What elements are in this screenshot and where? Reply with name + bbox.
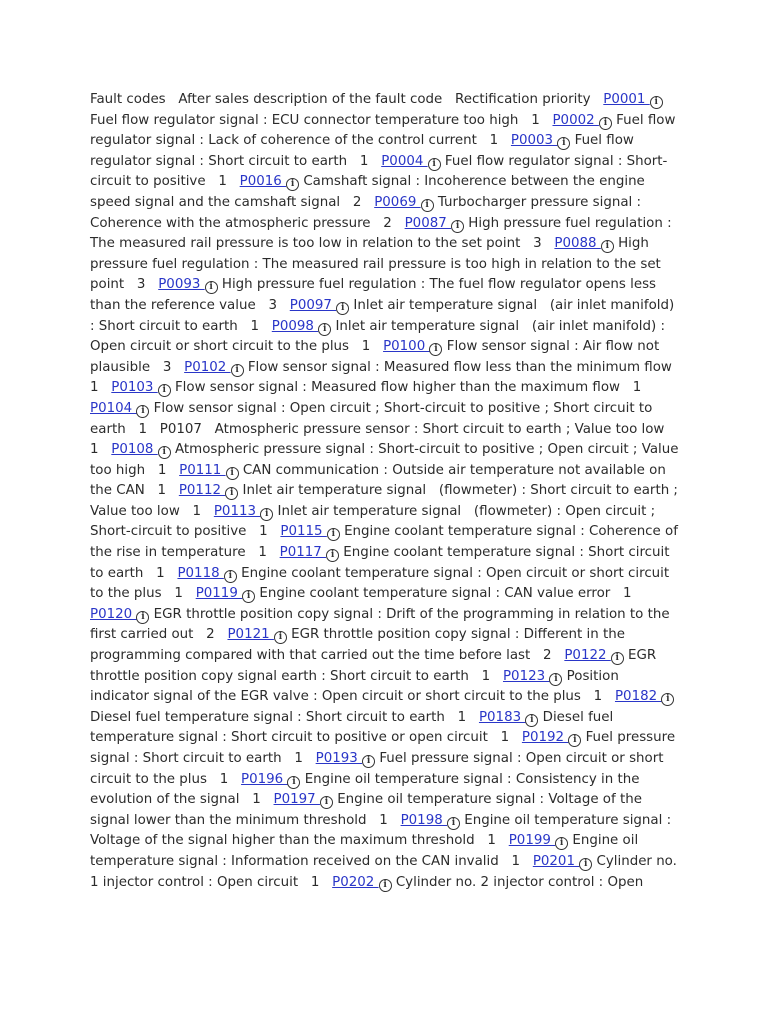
fault-code-link[interactable]: P0202 (332, 874, 379, 890)
fault-description: Engine coolant temperature signal : Short circuit to earth 1 (90, 545, 674, 581)
info-icon[interactable]: i (661, 693, 674, 706)
info-icon[interactable]: i (286, 178, 299, 191)
info-icon[interactable]: i (599, 117, 612, 130)
fault-code-link[interactable]: P0183 (478, 709, 526, 725)
fault-description: High pressure fuel regulation : The fuel flow regulator opens less than the reference value 3 (90, 277, 661, 313)
fault-description: Fuel flow regulator signal : Short-circuit to positive 1 (90, 153, 668, 190)
fault-code-link[interactable]: P0087 (404, 215, 452, 231)
fault-code-link[interactable]: P0001 (603, 92, 650, 107)
fault-code-link[interactable]: P0120 (90, 606, 137, 622)
fault-code-link[interactable]: P0119 (195, 586, 243, 602)
info-icon[interactable]: i (326, 549, 339, 562)
fault-description: Diesel fuel temperature signal : Short circuit to positive or open circuit 1 (90, 709, 618, 746)
fault-description: Position indicator signal of the EGR valve : Open circuit or short circuit to the plus 1 (90, 668, 624, 705)
info-icon[interactable]: i (320, 796, 333, 809)
fault-code-link[interactable]: P0122 (564, 648, 611, 664)
fault-description: EGR throttle position copy signal earth : Short circuit to earth 1 (90, 648, 661, 684)
fault-code-link[interactable]: P0197 (273, 792, 320, 808)
info-icon[interactable]: i (205, 281, 218, 294)
fault-code-link[interactable]: P0199 (508, 833, 556, 849)
info-icon[interactable]: i (429, 343, 442, 356)
info-icon[interactable]: i (601, 240, 614, 253)
info-icon[interactable]: i (650, 96, 663, 109)
info-icon[interactable]: i (555, 837, 568, 850)
fault-description: Fuel flow regulator signal : ECU connector temperature too high 1 (90, 92, 667, 128)
fault-description: EGR throttle position copy signal : Different in the programming compared with that carried out the time before last 2 (90, 627, 630, 664)
info-icon[interactable]: i (568, 734, 581, 747)
fault-code-link[interactable]: P0115 (280, 524, 327, 540)
fault-description: Cylinder no. 2 injector control : Open (391, 874, 644, 890)
fault-description: Inlet air temperature signal (flowmeter) : Short circuit to earth ; Value too low 1 (90, 483, 683, 519)
info-icon[interactable]: i (557, 137, 570, 150)
info-icon[interactable]: i (362, 755, 375, 768)
info-icon[interactable]: i (224, 570, 237, 583)
fault-code-link[interactable]: P0117 (279, 545, 327, 561)
fault-code-link[interactable]: P0201 (532, 853, 580, 869)
info-icon[interactable]: i (274, 631, 287, 644)
fault-description: Camshaft signal : Incoherence between the engine speed signal and the camshaft signal 2 (90, 174, 650, 210)
info-icon[interactable]: i (318, 323, 331, 336)
fault-code-link[interactable]: P0118 (177, 565, 224, 581)
document-header: Fault codes After sales description of the fault code Rectification priority (90, 92, 604, 107)
fault-description: Engine coolant temperature signal : Open circuit or short circuit to the plus 1 (90, 565, 674, 602)
fault-code-link[interactable]: P0111 (179, 462, 226, 478)
fault-code-link[interactable]: P0112 (178, 483, 226, 499)
fault-code-link[interactable]: P0102 (184, 359, 231, 375)
fault-description: Flow sensor signal : Open circuit ; Short-circuit to positive ; Short circuit to earth 1 P0107 Atmospheric pressure sensor : Short circuit to earth ; Value too low 1 (90, 400, 678, 458)
info-icon[interactable]: i (225, 487, 238, 500)
fault-description: Flow sensor signal : Measured flow higher than the maximum flow 1 (170, 380, 655, 396)
info-icon[interactable]: i (260, 508, 273, 521)
fault-code-link[interactable]: P0003 (510, 133, 558, 149)
fault-description: Fuel flow regulator signal : Lack of coherence of the control current 1 (90, 112, 680, 149)
info-icon[interactable]: i (158, 446, 171, 459)
info-icon[interactable]: i (611, 652, 624, 665)
fault-code-link[interactable]: P0098 (271, 318, 319, 334)
info-icon[interactable]: i (428, 158, 441, 171)
info-icon[interactable]: i (287, 776, 300, 789)
info-icon[interactable]: i (579, 858, 592, 871)
fault-description: Engine coolant temperature signal : CAN value error 1 (255, 586, 645, 602)
fault-description: High pressure fuel regulation : The measured rail pressure is too high in relation to the set point 3 (90, 236, 666, 293)
fault-description: Fuel flow regulator signal : Short circuit to earth 1 (90, 133, 639, 169)
info-icon[interactable]: i (549, 673, 562, 686)
fault-code-link[interactable]: P0182 (614, 689, 662, 705)
fault-code-link[interactable]: P0192 (521, 730, 569, 746)
fault-code-document (90, 90, 685, 893)
info-icon[interactable]: i (336, 302, 349, 315)
fault-code-link[interactable]: P0193 (315, 751, 363, 766)
fault-description: Engine oil temperature signal : Information received on the CAN invalid 1 (90, 833, 643, 869)
fault-description: High pressure fuel regulation : The measured rail pressure is too low in relation to the set point 3 (90, 215, 676, 252)
fault-code-link[interactable]: P0103 (111, 380, 158, 396)
info-icon[interactable]: i (158, 384, 171, 397)
fault-description: Turbocharger pressure signal : Coherence with the atmospheric pressure 2 (90, 194, 646, 231)
fault-code-link[interactable]: P0123 (502, 668, 550, 684)
info-icon[interactable]: i (136, 405, 149, 418)
fault-code-link[interactable]: P0104 (90, 400, 137, 416)
fault-description: CAN communication : Outside air temperature not available on the CAN 1 (90, 462, 671, 499)
fault-code-link[interactable]: P0108 (111, 442, 158, 458)
fault-description: Cylinder no. 1 injector control : Open circuit 1 (90, 853, 682, 890)
info-icon[interactable]: i (447, 817, 460, 830)
fault-code-link[interactable]: P0004 (381, 153, 428, 169)
fault-description: Flow sensor signal : Air flow not plausible 3 (90, 339, 664, 375)
fault-code-link[interactable]: P0196 (241, 771, 288, 787)
fault-description: Inlet air temperature signal (flowmeter) : Open circuit ; Short-circuit to positive 1 (90, 503, 660, 540)
fault-description: Engine coolant temperature signal : Coherence of the rise in temperature 1 (90, 524, 683, 561)
fault-description: Flow sensor signal : Measured flow less than the minimum flow 1 (90, 359, 685, 396)
fault-description: Fuel pressure signal : Short circuit to earth 1 (90, 730, 680, 766)
info-icon[interactable]: i (327, 528, 340, 541)
fault-description: Engine oil temperature signal : Voltage of the signal higher than the maximum threshold 1 (90, 812, 676, 849)
fault-description: Fuel pressure signal : Open circuit or short circuit to the plus 1 (90, 751, 668, 787)
fault-description: Diesel fuel temperature signal : Short circuit to earth 1 (90, 689, 679, 725)
info-icon[interactable]: i (451, 220, 464, 233)
fault-description: Engine oil temperature signal : Consistency in the evolution of the signal 1 (90, 771, 644, 808)
info-icon[interactable]: i (242, 590, 255, 603)
info-icon[interactable]: i (226, 467, 239, 480)
fault-code-link[interactable]: P0002 (552, 112, 599, 128)
fault-code-link[interactable]: P0198 (400, 812, 447, 828)
info-icon[interactable]: i (379, 879, 392, 892)
fault-code-link[interactable]: P0093 (158, 277, 205, 293)
fault-code-link[interactable]: P0100 (383, 339, 430, 355)
fault-description: Inlet air temperature signal (air inlet manifold) : Short circuit to earth 1 (90, 297, 679, 334)
fault-description: Atmospheric pressure signal : Short-circuit to positive ; Open circuit ; Value too high 1 (90, 442, 683, 478)
info-icon[interactable]: i (421, 199, 434, 212)
fault-code-link[interactable]: P0016 (239, 174, 287, 190)
info-icon[interactable]: i (231, 364, 244, 377)
fault-code-link[interactable]: P0069 (374, 194, 421, 210)
fault-description: Engine oil temperature signal : Voltage of the signal lower than the minimum threshold 1 (90, 792, 647, 828)
fault-code-link[interactable]: P0121 (227, 627, 274, 643)
fault-code-link[interactable]: P0088 (554, 236, 601, 252)
fault-code-link[interactable]: P0097 (289, 297, 337, 313)
info-icon[interactable]: i (136, 611, 149, 624)
fault-description: Inlet air temperature signal (air inlet manifold) : Open circuit or short circuit to the plus 1 (90, 318, 670, 355)
fault-description: EGR throttle position copy signal : Drift of the programming in relation to the first carried out 2 (90, 606, 674, 643)
fault-code-link[interactable]: P0113 (213, 503, 261, 519)
info-icon[interactable]: i (525, 714, 538, 727)
